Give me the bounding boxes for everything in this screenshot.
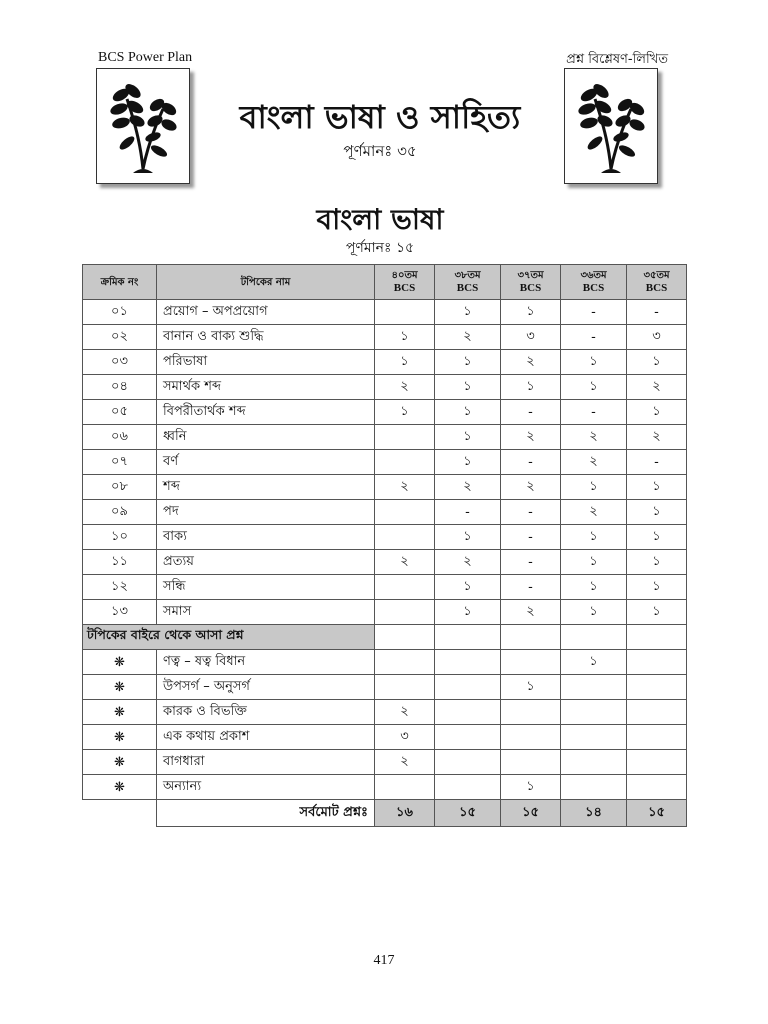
topic-cell: প্রত্যয় (157, 550, 375, 575)
count-cell: ১ (627, 600, 687, 625)
count-cell: ১ (561, 650, 627, 675)
serial-cell: ০৭ (83, 450, 157, 475)
table-row (83, 675, 687, 700)
count-cell: ১ (435, 350, 501, 375)
empty-cell (561, 625, 627, 650)
count-cell: - (627, 300, 687, 325)
count-cell: ১ (501, 375, 561, 400)
table-row (83, 575, 687, 600)
page-number: 417 (373, 953, 395, 968)
count-cell: - (435, 500, 501, 525)
col-exam-header: ৩৮তম BCS (435, 265, 501, 300)
count-cell (435, 675, 501, 700)
count-cell (561, 750, 627, 775)
emblem-right (564, 68, 658, 184)
table-row (83, 650, 687, 675)
table-row (83, 300, 687, 325)
topic-cell: বিপরীতার্থক শব্দ (157, 400, 375, 425)
count-cell: ৩ (627, 325, 687, 350)
topic-cell: বাক্য (157, 525, 375, 550)
count-cell: ১ (435, 300, 501, 325)
count-cell (501, 725, 561, 750)
serial-cell: ০৯ (83, 500, 157, 525)
count-cell: ১ (627, 575, 687, 600)
serial-cell: ০৪ (83, 375, 157, 400)
count-cell: ২ (501, 475, 561, 500)
serial-cell: ১২ (83, 575, 157, 600)
outside-topics-heading-row (83, 625, 687, 650)
col-exam-header: ৪০তম BCS (375, 265, 435, 300)
count-cell: ১ (435, 600, 501, 625)
table-row (83, 775, 687, 800)
count-cell (561, 700, 627, 725)
topic-cell: প্রয়োগ – অপপ্রয়োগ (157, 300, 375, 325)
count-cell: ২ (561, 425, 627, 450)
serial-cell: ০৬ (83, 425, 157, 450)
topic-cell: বর্ণ (157, 450, 375, 475)
count-cell: ৩ (501, 325, 561, 350)
count-cell (435, 750, 501, 775)
count-cell: ২ (501, 350, 561, 375)
count-cell: ২ (375, 475, 435, 500)
count-cell: - (501, 550, 561, 575)
count-cell: ১ (375, 400, 435, 425)
count-cell: ১ (375, 350, 435, 375)
count-cell (501, 700, 561, 725)
empty-cell (435, 625, 501, 650)
topic-cell: সমাস (157, 600, 375, 625)
main-full-marks: পূর্ণমানঃ ৩৫ (343, 142, 417, 160)
count-cell: - (501, 500, 561, 525)
count-cell (375, 300, 435, 325)
count-cell: ১ (435, 575, 501, 600)
count-cell: ১ (627, 350, 687, 375)
count-cell: ১ (501, 775, 561, 800)
col-exam-header: ৩৭তম BCS (501, 265, 561, 300)
topic-cell: কারক ও বিভক্তি (157, 700, 375, 725)
table-row (83, 425, 687, 450)
bullet-marker: ❋ (83, 650, 157, 675)
fern-ornament-icon (565, 69, 657, 183)
count-cell (375, 675, 435, 700)
count-cell: - (561, 300, 627, 325)
count-cell: ১ (627, 500, 687, 525)
table-row (83, 550, 687, 575)
serial-cell: ১১ (83, 550, 157, 575)
table-row (83, 350, 687, 375)
count-cell: ১ (627, 475, 687, 500)
count-cell (501, 650, 561, 675)
topic-cell: বানান ও বাক্য শুদ্ধি (157, 325, 375, 350)
total-cell: ১৬ (375, 800, 435, 827)
section-title: বাংলা ভাষা (316, 203, 444, 236)
count-cell: - (501, 575, 561, 600)
count-cell: ১ (627, 550, 687, 575)
count-cell: ১ (627, 400, 687, 425)
topic-cell: ধ্বনি (157, 425, 375, 450)
count-cell: ১ (561, 375, 627, 400)
count-cell: ১ (561, 350, 627, 375)
bullet-marker: ❋ (83, 725, 157, 750)
table-row (83, 725, 687, 750)
bullet-marker: ❋ (83, 700, 157, 725)
topic-cell: অন্যান্য (157, 775, 375, 800)
bullet-marker: ❋ (83, 750, 157, 775)
serial-cell: ১৩ (83, 600, 157, 625)
table-row (83, 400, 687, 425)
table-row (83, 600, 687, 625)
table-row (83, 525, 687, 550)
count-cell (375, 575, 435, 600)
total-cell: ১৫ (501, 800, 561, 827)
count-cell (375, 650, 435, 675)
table-header-row (83, 265, 687, 300)
topic-cell: সন্ধি (157, 575, 375, 600)
total-label: সর্বমোট প্রশ্নঃ (157, 800, 375, 827)
bullet-marker: ❋ (83, 675, 157, 700)
count-cell (627, 750, 687, 775)
count-cell: ১ (561, 575, 627, 600)
count-cell (375, 450, 435, 475)
count-cell (561, 775, 627, 800)
count-cell: ৩ (375, 725, 435, 750)
count-cell: ১ (375, 325, 435, 350)
topic-cell: পদ (157, 500, 375, 525)
serial-cell: ০১ (83, 300, 157, 325)
total-row (83, 800, 687, 827)
section-full-marks: পূর্ণমানঃ ১৫ (345, 240, 415, 256)
count-cell: ২ (561, 450, 627, 475)
count-cell: ২ (561, 500, 627, 525)
table-row (83, 750, 687, 775)
count-cell: ২ (375, 550, 435, 575)
count-cell: ১ (561, 600, 627, 625)
count-cell (435, 700, 501, 725)
count-cell: - (561, 400, 627, 425)
fern-ornament-icon (97, 69, 189, 183)
count-cell: - (501, 525, 561, 550)
count-cell (627, 725, 687, 750)
topic-analysis-table (82, 264, 687, 827)
header-section-name: প্রশ্ন বিশ্লেষণ-লিখিত (566, 52, 668, 67)
count-cell (375, 525, 435, 550)
count-cell: ১ (561, 550, 627, 575)
col-exam-header: ৩৬তম BCS (561, 265, 627, 300)
count-cell: - (501, 400, 561, 425)
serial-cell: ০২ (83, 325, 157, 350)
topic-cell: শব্দ (157, 475, 375, 500)
count-cell: ১ (435, 525, 501, 550)
empty-cell (627, 625, 687, 650)
total-cell: ১৫ (627, 800, 687, 827)
count-cell (627, 775, 687, 800)
table-row (83, 475, 687, 500)
count-cell (435, 650, 501, 675)
count-cell: ১ (435, 450, 501, 475)
count-cell: ১ (561, 525, 627, 550)
col-exam-header: ৩৫তম BCS (627, 265, 687, 300)
count-cell: ২ (627, 375, 687, 400)
topic-cell: সমার্থক শব্দ (157, 375, 375, 400)
col-serial-header: ক্রমিক নং (83, 265, 157, 300)
count-cell (561, 675, 627, 700)
count-cell: ২ (435, 550, 501, 575)
bullet-marker: ❋ (83, 775, 157, 800)
header-book-name: BCS Power Plan (98, 50, 193, 65)
total-cell: ১৫ (435, 800, 501, 827)
count-cell: ২ (435, 325, 501, 350)
serial-cell: ১০ (83, 525, 157, 550)
blank-cell (83, 800, 157, 827)
count-cell (375, 600, 435, 625)
table-row (83, 450, 687, 475)
count-cell: ১ (627, 525, 687, 550)
count-cell: - (627, 450, 687, 475)
count-cell: ১ (501, 300, 561, 325)
main-title: বাংলা ভাষা ও সাহিত্য (239, 98, 521, 136)
count-cell: ২ (435, 475, 501, 500)
emblem-left (96, 68, 190, 184)
count-cell: ২ (501, 600, 561, 625)
count-cell: ১ (561, 475, 627, 500)
topic-cell: ণত্ব – ষত্ব বিধান (157, 650, 375, 675)
table-row (83, 700, 687, 725)
topic-cell: পরিভাষা (157, 350, 375, 375)
count-cell: ১ (435, 425, 501, 450)
count-cell (501, 750, 561, 775)
count-cell (627, 700, 687, 725)
count-cell: ১ (501, 675, 561, 700)
table-row (83, 375, 687, 400)
count-cell (375, 500, 435, 525)
count-cell (375, 425, 435, 450)
count-cell: - (501, 450, 561, 475)
empty-cell (501, 625, 561, 650)
topic-cell: বাগধারা (157, 750, 375, 775)
count-cell: ২ (375, 375, 435, 400)
empty-cell (375, 625, 435, 650)
count-cell (627, 650, 687, 675)
table-row (83, 500, 687, 525)
serial-cell: ০৮ (83, 475, 157, 500)
count-cell: ১ (435, 400, 501, 425)
count-cell (375, 775, 435, 800)
count-cell: ২ (375, 750, 435, 775)
total-cell: ১৪ (561, 800, 627, 827)
count-cell (561, 725, 627, 750)
count-cell (435, 725, 501, 750)
count-cell (627, 675, 687, 700)
count-cell: - (561, 325, 627, 350)
count-cell: ১ (435, 375, 501, 400)
topic-cell: উপসর্গ – অনুসর্গ (157, 675, 375, 700)
count-cell: ২ (627, 425, 687, 450)
serial-cell: ০৩ (83, 350, 157, 375)
outside-topics-heading: টপিকের বাইরে থেকে আসা প্রশ্ন (83, 625, 375, 650)
serial-cell: ০৫ (83, 400, 157, 425)
topic-cell: এক কথায় প্রকাশ (157, 725, 375, 750)
count-cell (435, 775, 501, 800)
count-cell: ২ (501, 425, 561, 450)
table-row (83, 325, 687, 350)
col-topic-header: টপিকের নাম (157, 265, 375, 300)
count-cell: ২ (375, 700, 435, 725)
